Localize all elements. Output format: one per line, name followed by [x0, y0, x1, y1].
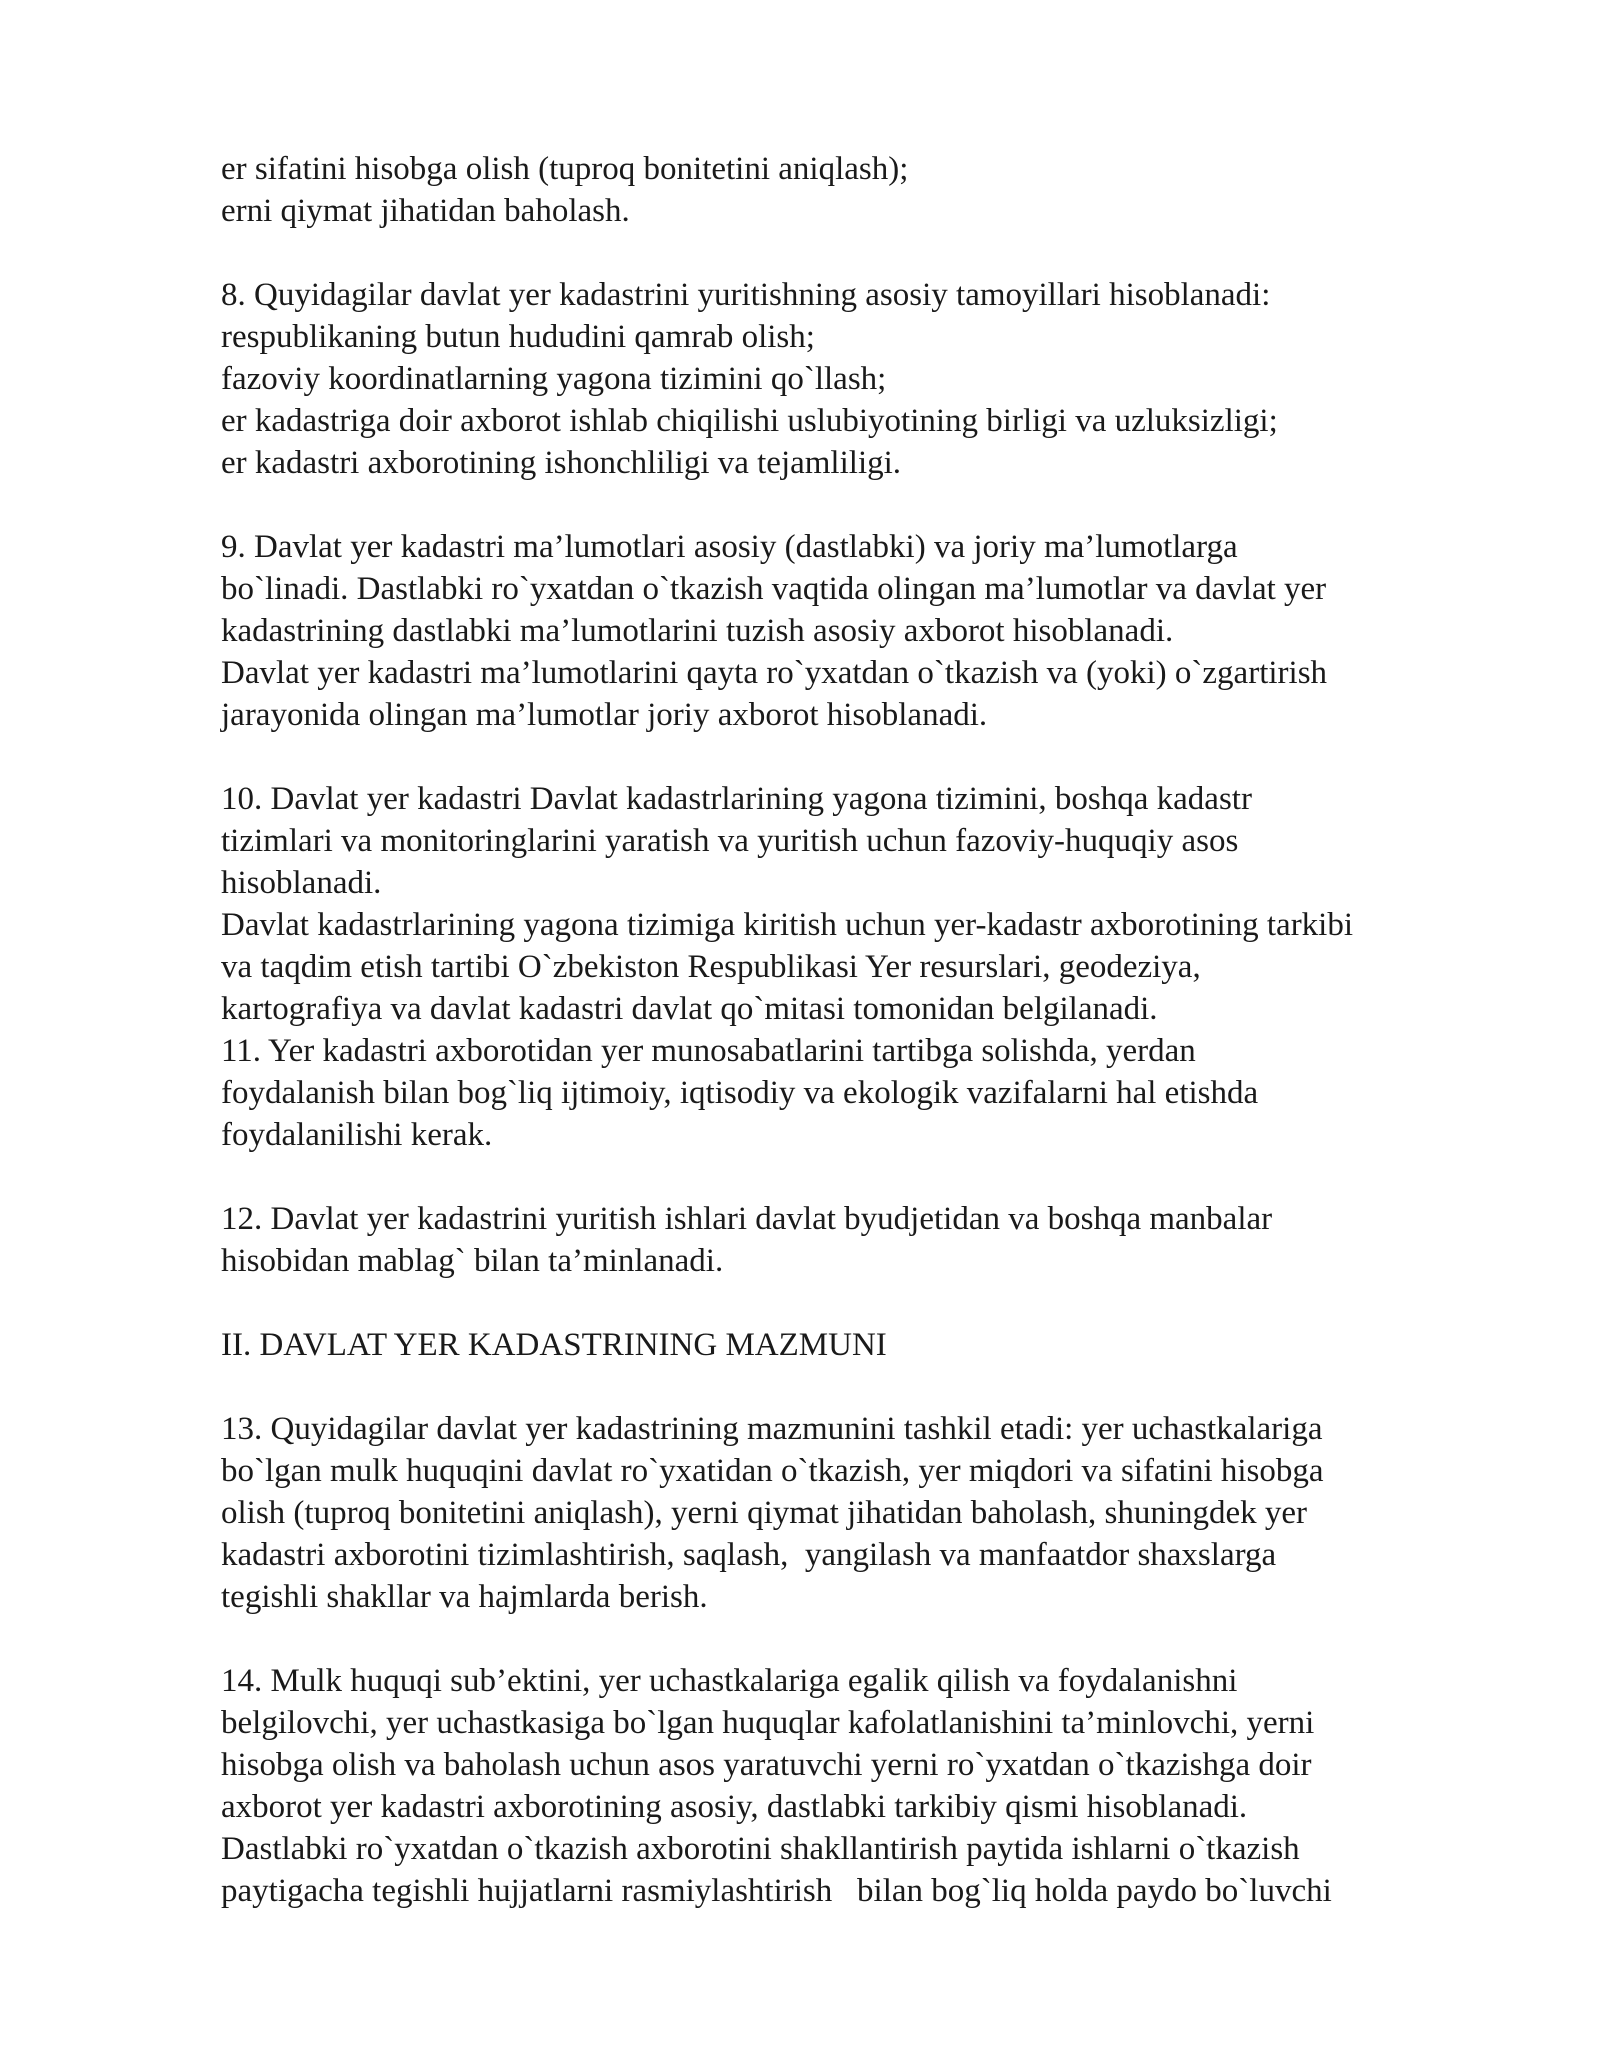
- text-line: Davlat kadastrlarining yagona tizimiga kiritish uchun yer-kadastr axborotining tarkibi: [221, 907, 1354, 943]
- text-line: bo`linadi. Dastlabki ro`yxatdan o`tkazish vaqtida olingan ma’lumotlar va davlat yer: [221, 571, 1327, 607]
- text-line: foydalanish bilan bog`liq ijtimoiy, iqtisodiy va ekologik vazifalarni hal etishda: [221, 1075, 1259, 1111]
- text-line: er kadastri axborotining ishonchliligi va tejamliligi.: [221, 445, 902, 481]
- paragraph-9: [221, 526, 1521, 736]
- text-line: fazoviy koordinatlarning yagona tizimini qo`llash;: [221, 361, 887, 397]
- text-line: Dastlabki ro`yxatdan o`tkazish axborotini shakllantirish paytida ishlarni o`tkazish: [221, 1831, 1300, 1867]
- text-line: foydalanilishi kerak.: [221, 1117, 493, 1153]
- section-heading: [221, 1324, 1521, 1366]
- text-line: 11. Yer kadastri axborotidan yer munosabatlarini tartibga solishda, yerdan: [221, 1033, 1196, 1069]
- paragraph-10-11: [221, 778, 1521, 1156]
- paragraph-1: [221, 148, 1521, 232]
- paragraph-12: [221, 1198, 1521, 1282]
- text-line: bo`lgan mulk huquqini davlat ro`yxatidan o`tkazish, yer miqdori va sifatini hisobga: [221, 1453, 1324, 1489]
- text-line: olish (tuproq bonitetini aniqlash), yerni qiymat jihatidan baholash, shuningdek yer: [221, 1495, 1308, 1531]
- text-line: tizimlari va monitoringlarini yaratish va yuritish uchun fazoviy-huquqiy asos: [221, 823, 1239, 859]
- text-line: kartografiya va davlat kadastri davlat qo`mitasi tomonidan belgilanadi.: [221, 991, 1158, 1027]
- text-line: 8. Quyidagilar davlat yer kadastrini yuritishning asosiy tamoyillari hisoblanadi:: [221, 277, 1271, 313]
- text-line: hisoblanadi.: [221, 865, 382, 901]
- text-line: respublikaning butun hududini qamrab olish;: [221, 319, 815, 355]
- text-line: 13. Quyidagilar davlat yer kadastrining mazmunini tashkil etadi: yer uchastkalariga: [221, 1411, 1323, 1447]
- section-title: II. DAVLAT YER KADASTRINING MAZMUNI: [221, 1327, 887, 1363]
- text-line: hisobidan mablag` bilan ta’minlanadi.: [221, 1243, 724, 1279]
- paragraph-8: [221, 274, 1521, 484]
- document-page: [221, 148, 1521, 1912]
- text-line: kadastri axborotini tizimlashtirish, saqlash, yangilash va manfaatdor shaxslarga: [221, 1537, 1277, 1573]
- text-line: Davlat yer kadastri ma’lumotlarini qayta ro`yxatdan o`tkazish va (yoki) o`zgartirish: [221, 655, 1328, 691]
- text-line: er kadastriga doir axborot ishlab chiqilishi uslubiyotining birligi va uzluksizligi;: [221, 403, 1278, 439]
- text-line: belgilovchi, yer uchastkasiga bo`lgan huquqlar kafolatlanishini ta’minlovchi, yerni: [221, 1705, 1315, 1741]
- text-line: erni qiymat jihatidan baholash.: [221, 193, 630, 229]
- text-line: 10. Davlat yer kadastri Davlat kadastrlarining yagona tizimini, boshqa kadastr: [221, 781, 1252, 817]
- text-line: tegishli shakllar va hajmlarda berish.: [221, 1579, 708, 1615]
- text-line: 9. Davlat yer kadastri ma’lumotlari asosiy (dastlabki) va joriy ma’lumotlarga: [221, 529, 1238, 565]
- paragraph-14: [221, 1660, 1521, 1912]
- text-line: hisobga olish va baholash uchun asos yaratuvchi yerni ro`yxatdan o`tkazishga doir: [221, 1747, 1312, 1783]
- text-line: er sifatini hisobga olish (tuproq bonitetini aniqlash);: [221, 151, 909, 187]
- text-line: 14. Mulk huquqi sub’ektini, yer uchastkalariga egalik qilish va foydalanishni: [221, 1663, 1238, 1699]
- text-line: paytigacha tegishli hujjatlarni rasmiylashtirish bilan bog`liq holda paydo bo`luvchi: [221, 1873, 1332, 1909]
- text-line: axborot yer kadastri axborotining asosiy, dastlabki tarkibiy qismi hisoblanadi.: [221, 1789, 1248, 1825]
- paragraph-13: [221, 1408, 1521, 1618]
- text-line: kadastrining dastlabki ma’lumotlarini tuzish asosiy axborot hisoblanadi.: [221, 613, 1174, 649]
- text-line: jarayonida olingan ma’lumotlar joriy axborot hisoblanadi.: [221, 697, 988, 733]
- text-line: 12. Davlat yer kadastrini yuritish ishlari davlat byudjetidan va boshqa manbalar: [221, 1201, 1273, 1237]
- text-line: va taqdim etish tartibi O`zbekiston Respublikasi Yer resurslari, geodeziya,: [221, 949, 1201, 985]
